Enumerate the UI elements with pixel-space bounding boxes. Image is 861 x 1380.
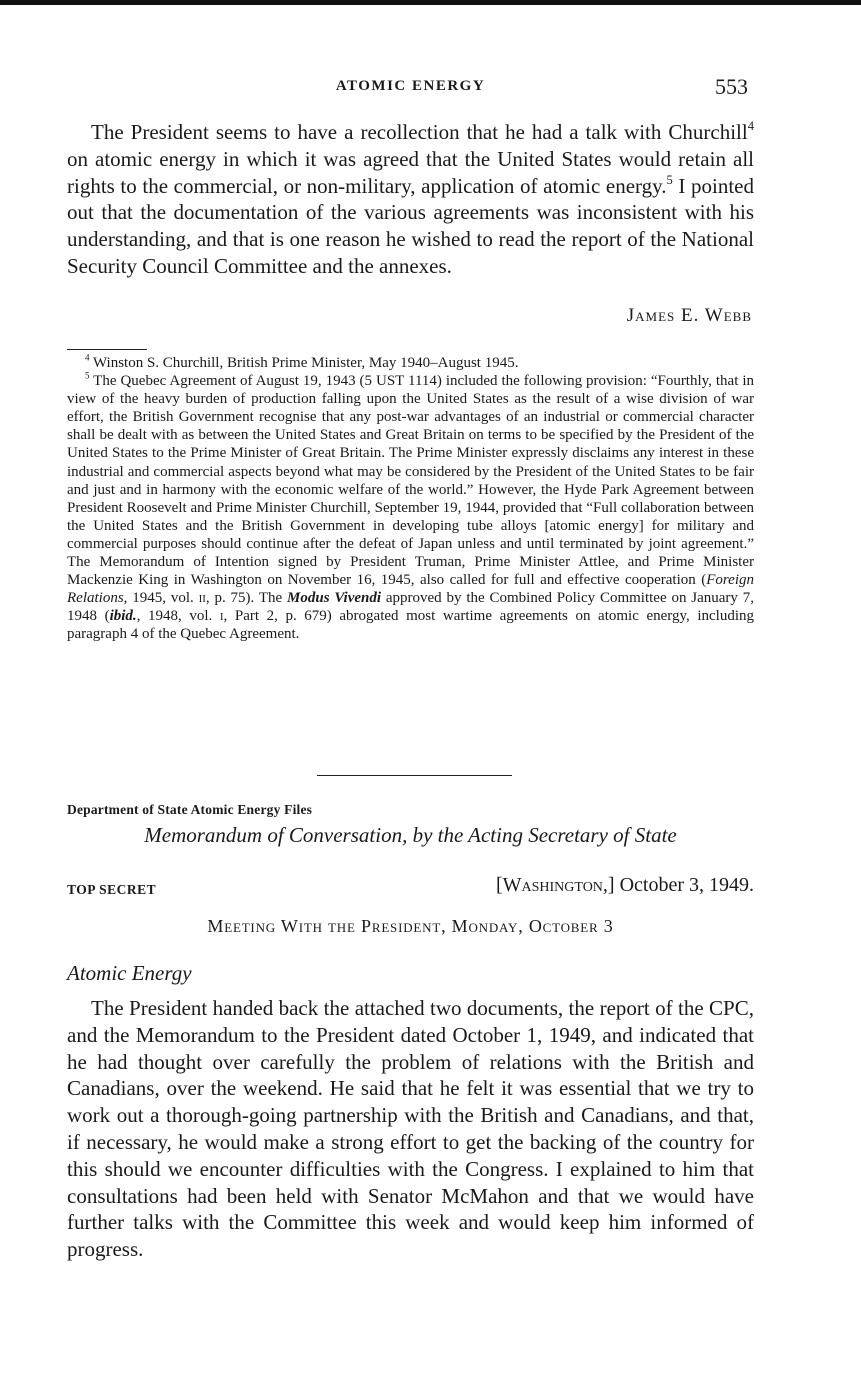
scan-top-border [0, 0, 861, 5]
footnote-5-italic-foreign-relations: Foreign Relations [67, 572, 754, 607]
memorandum-body: The President handed back the attached two documents, the report of the CPC, and the Memorandum to the President dated October 1, 1949, and indicated that he had thought over carefully the problem of relations with the British and Canadians, over the weekend. He said that he felt it was essential that we try to work out a thorough-going partnership with the British and Canadians, and that, if necessary, he would make a strong effort to get the backing of the country for this should we encounter difficulties with the Congress. I explained to him that consultations had been held with Senator McMahon and that we would have further talks with the Committee this week and would keep him informed of progress. [67, 996, 754, 1262]
footnote-5-text-c: , p. 75). The [205, 590, 288, 607]
dateline [67, 874, 754, 900]
footnote-5-text-b: , 1945, vol. [123, 590, 199, 607]
footnote-5-text-e: , 1948, vol. [136, 608, 220, 625]
paragraph-text-a: The President seems to have a recollection that he had a talk with Churchill [91, 120, 748, 144]
meeting-heading: Meeting With the President, Monday, October 3 [207, 916, 614, 936]
document-title: Memorandum of Conversation, by the Acting Secretary of State [144, 823, 677, 847]
footnote-5-volume-1: ii [198, 590, 206, 607]
footnote-divider [67, 349, 147, 350]
subject-heading: Atomic Energy [67, 961, 192, 985]
date: October 3, 1949. [614, 874, 754, 896]
footnote-5-mark: 5 [85, 370, 90, 381]
footnotes [67, 354, 754, 644]
page-number: 553 [715, 74, 748, 99]
signature: James E. Webb [626, 305, 752, 326]
footnote-ref-5: 5 [666, 172, 673, 187]
paragraph-text-c: I pointed out that the documentation of the various agreements was inconsistent with his understanding, and that is one reason he wished to read the report of the National Security Council Committee and the annexes. [67, 173, 754, 278]
footnote-4-text: Winston S. Churchill, British Prime Minister, May 1940–August 1945. [89, 355, 519, 371]
footnote-4-mark: 4 [85, 352, 90, 363]
footnote-5-italic-ibid: ibid. [109, 608, 137, 625]
footnote-5-text-d: approved by the Combined Policy Committee on January 7, 1948 ( [67, 590, 755, 625]
place-date [496, 874, 754, 897]
continued-paragraph [67, 119, 754, 280]
footnote-4 [67, 354, 754, 372]
footnote-5-volume-2: i [219, 608, 224, 625]
footnote-ref-4: 4 [747, 119, 754, 134]
place: [Washington,] [495, 874, 615, 896]
classification-label: TOP SECRET [67, 882, 157, 897]
paragraph-text-b: on atomic energy in which it was agreed that the United States would retain all rights to the commercial, or non-military, application of atomic energy. [67, 146, 754, 198]
footnote-5 [67, 372, 754, 643]
footnote-5-italic-modus-vivendi: Modus Vivendi [287, 590, 382, 607]
document-source: Department of State Atomic Energy Files [67, 802, 313, 817]
footnote-5-text-a: The Quebec Agreement of August 19, 1943 (5 UST 1114) included the following provision: “Fourthly, that in view of the heavy burden of production falling upon the United States as the result of a wise division of war effort, the British Government recognise that any post-war advantages of an industrial or commercial character shall be dealt with as between the United States and Great Britain on terms to be specified by the President of the United States to the Prime Minister of Great Britain. The Prime Minister expressly disclaims any interest in these industrial and commercial aspects beyond what may be considered by the President of the United States to be fair and just and in harmony with the economic welfare of the world.” However, the Hyde Park Agreement between President Roosevelt and Prime Minister Churchill, September 19, 1944, provided that “Full collaboration between the United States and the British Government in developing tube alloys [atomic energy] for military and commercial purposes should continue after the defeat of Japan unless and until terminated by joint agreement.” The Memorandum of Intention signed by President Truman, Prime Minister Attlee, and Prime Minister Mackenzie King in Washington on November 16, 1945, also called for full and effective cooperation ( [67, 373, 754, 589]
running-head: ATOMIC ENERGY [335, 78, 486, 94]
page-header [67, 74, 754, 102]
footnote-5-text-f: , Part 2, p. 679) abrogated most wartime agreements on atomic energy, including paragraph 4 of the Quebec Agreement. [67, 608, 755, 643]
section-divider [317, 775, 512, 776]
